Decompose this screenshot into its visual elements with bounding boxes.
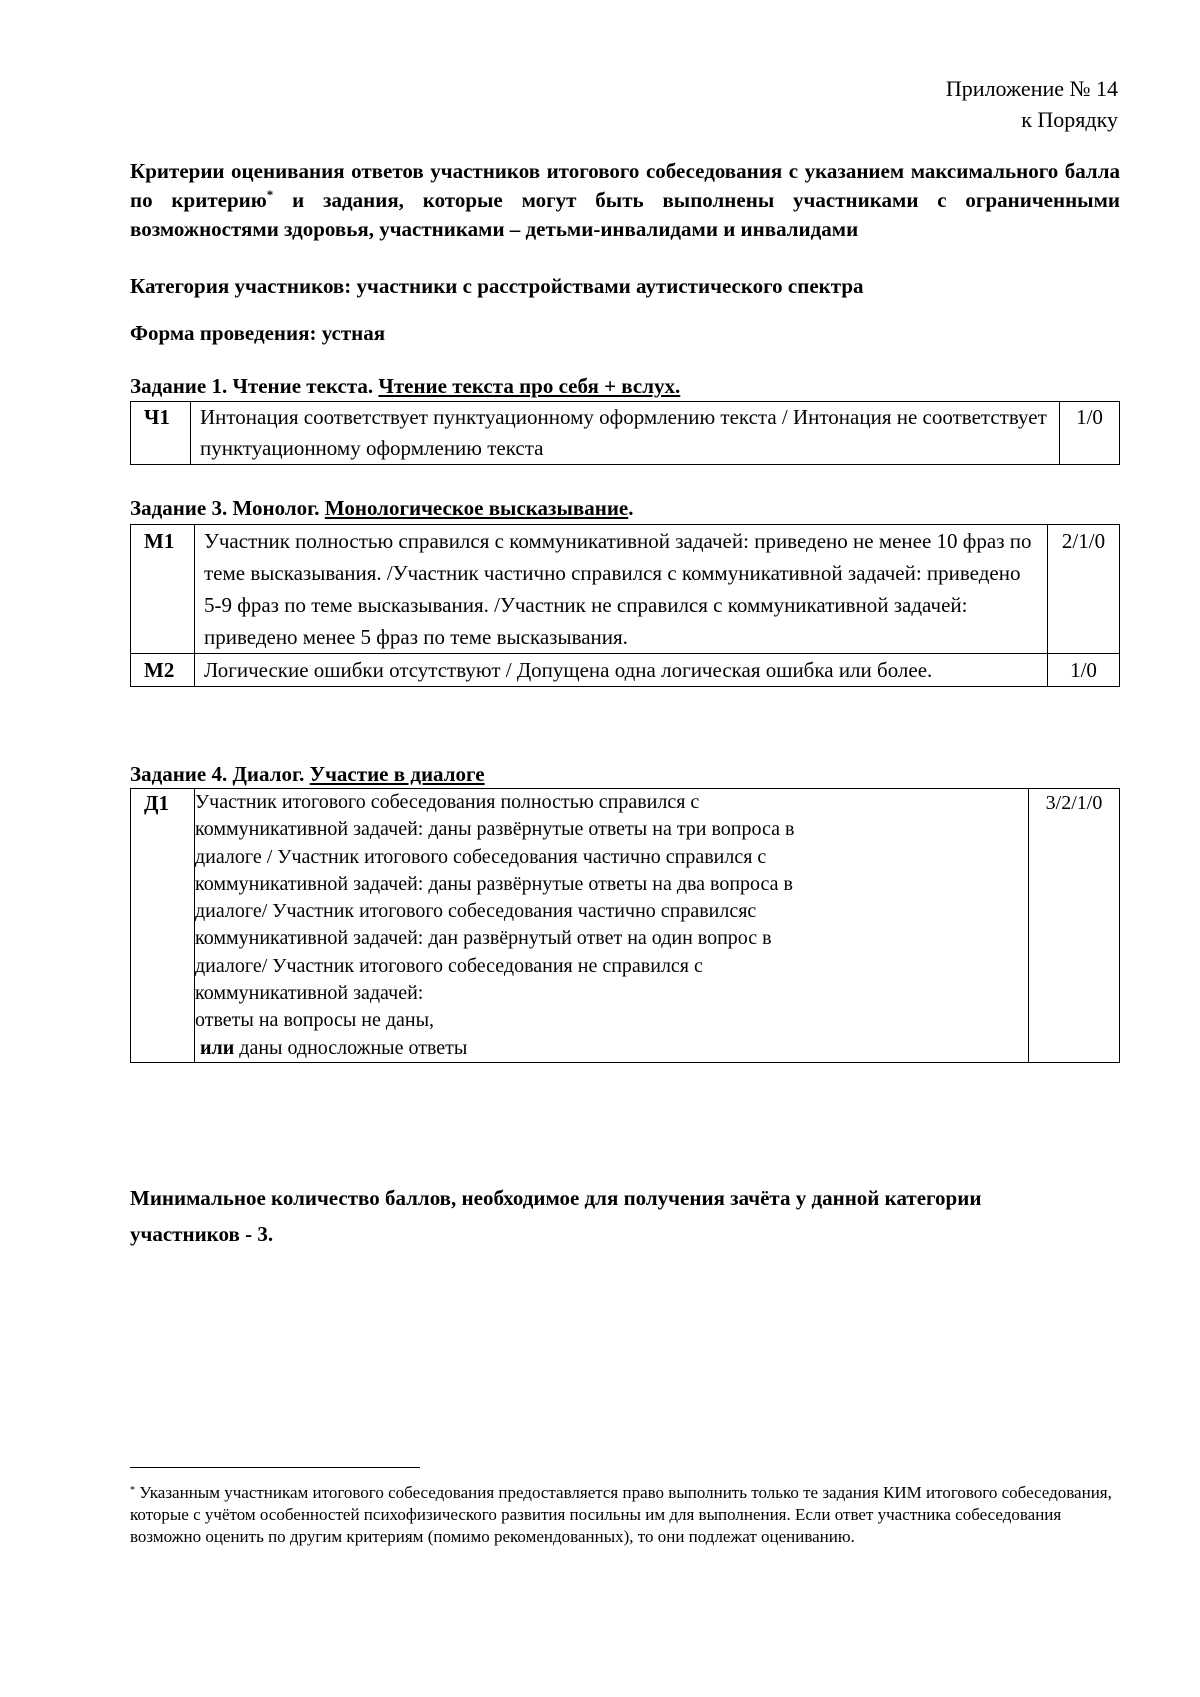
task3-heading-label: Задание 3. Монолог. [130,496,325,520]
task3-heading [130,494,634,522]
task1-criteria-table [130,401,1120,465]
appendix-number: Приложение № 14 [945,76,1118,101]
footnote-text: Указанным участникам итогового собеседования предоставляется право выполнить только те задания КИМ итогового собеседования, которые с учётом особенностей психофизического развития посильны им для выполнения. Если ответ участника собеседования возможно оценить по другим критериям (помимо рекомендованных), то они подлежат оцениванию. [130,1483,1112,1546]
task4-criteria-table [130,788,1120,1063]
criterion-code: М1 [131,525,195,654]
task3-criteria-table [130,524,1120,687]
description-line [195,1035,1028,1062]
description-line: ответы на вопросы не даны, [195,1009,435,1032]
footnote-mark: * [130,1485,135,1496]
description-line: диалоге/ Участник итогового собеседования не справился с [195,954,703,977]
description-line: коммуникативной задачей: даны развёрнутые ответы на три вопроса в [195,818,795,841]
description-line: диалоге / Участник итогового собеседования частично справился с [195,845,767,868]
appendix-header [946,73,1118,135]
criterion-code: М2 [131,654,195,687]
exam-form: Форма проведения: устная [130,321,386,345]
criterion-score: 2/1/0 [1048,525,1120,654]
description-line: коммуникативной задачей: дан развёрнутый ответ на один вопрос в [195,927,772,950]
or-keyword: или [200,1036,235,1059]
task3-heading-underlined: Монологическое высказывание [324,496,629,520]
task4-heading-underlined: Участие в диалоге [309,762,485,786]
document-title [130,157,1120,244]
task3-heading-period: . [628,496,634,520]
table-row [131,789,1120,1063]
task4-heading-label: Задание 4. Диалог. [130,762,310,786]
task4-heading [130,760,485,788]
description-line-rest: даны односложные ответы [234,1036,468,1059]
footnote [130,1482,1120,1548]
title-text-start: Критерии оценивания ответов участников итогового собеседования с указанием максимального балла по критерию [130,159,1120,212]
criterion-description: Интонация соответствует пунктуационному оформлению текста / Интонация не соответствует пунктуационному оформлению текста [191,402,1060,465]
table-row [131,402,1120,465]
appendix-reference: к Порядку [1021,107,1118,132]
task1-heading-underlined: Чтение текста про себя + вслух. [378,374,681,398]
description-line: коммуникативной задачей: [195,982,424,1005]
footnote-mark: * [266,187,274,202]
minimum-score-note: Минимальное количество баллов, необходимое для получения зачёта у данной категории участников - 3. [130,1186,982,1246]
task1-heading [130,372,680,400]
participant-category: Категория участников: участники с расстройствами аутистического спектра [130,274,864,298]
description-line: коммуникативной задачей: даны развёрнутые ответы на два вопроса в [195,872,793,895]
criterion-score: 3/2/1/0 [1029,789,1120,1063]
description-line: Участник итогового собеседования полностью справился с [195,791,700,813]
task1-heading-label: Задание 1. Чтение текста. [130,374,379,398]
criterion-description [195,789,1029,1063]
criterion-description: Участник полностью справился с коммуникативной задачей: приведено не менее 10 фраз по теме высказывания. /Участник частично справился с коммуникативной задачей: приведено 5-9 фраз по теме высказывания. /Участник не справился с коммуникативной задачей: приведено менее 5 фраз по теме высказывания. [195,525,1048,654]
criterion-description: Логические ошибки отсутствуют / Допущена одна логическая ошибка или более. [195,654,1048,687]
table-row [131,654,1120,687]
criterion-score: 1/0 [1060,402,1120,465]
table-row [131,525,1120,654]
description-line: диалоге/ Участник итогового собеседования частично справилсяс [195,900,757,923]
criterion-score: 1/0 [1048,654,1120,687]
criterion-code: Д1 [131,789,195,1063]
title-text-end: и задания, которые могут быть выполнены участниками с ограниченными возможностями здоровья, участниками – детьми-инвалидами и инвалидами [130,188,1120,241]
criterion-code: Ч1 [131,402,191,465]
footnote-separator [130,1467,420,1468]
